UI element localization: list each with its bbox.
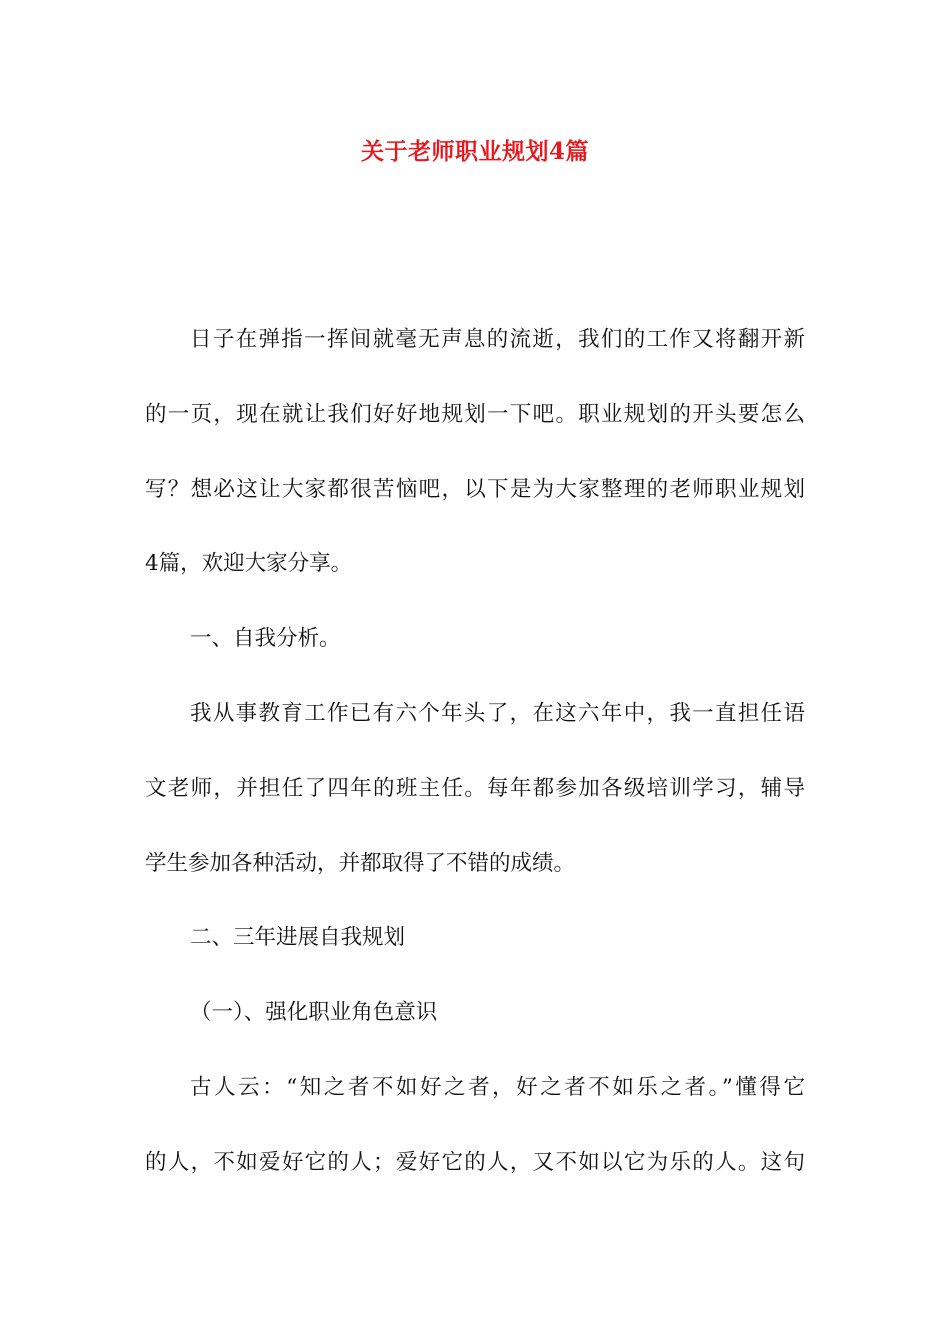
section-heading: 一、自我分析。	[190, 626, 341, 651]
paragraph-line: 古人云：“知之者不如好之者，好之者不如乐之者。”懂得它	[190, 1075, 805, 1100]
section-heading: 二、三年进展自我规划	[190, 925, 406, 950]
paragraph-line: 我从事教育工作已有六个年头了，在这六年中，我一直担任语	[190, 701, 805, 726]
paragraph-line: 4篇，欢迎大家分享。	[145, 551, 353, 576]
document-title: 关于老师职业规划4篇	[360, 138, 589, 165]
paragraph-line: 文老师，并担任了四年的班主任。每年都参加各级培训学习，辅导	[145, 776, 805, 801]
subsection-heading: （一）、强化职业角色意识	[190, 1000, 438, 1025]
paragraph-line: 学生参加各种活动，并都取得了不错的成绩。	[145, 851, 576, 876]
paragraph-line: 的一页，现在就让我们好好地规划一下吧。职业规划的开头要怎么	[145, 402, 805, 427]
paragraph-line: 的人，不如爱好它的人；爱好它的人，又不如以它为乐的人。这句	[145, 1150, 805, 1175]
paragraph-line: 日子在弹指一挥间就毫无声息的流逝，我们的工作又将翻开新	[190, 327, 805, 352]
paragraph-line: 写？想必这让大家都很苦恼吧，以下是为大家整理的老师职业规划	[145, 477, 805, 502]
